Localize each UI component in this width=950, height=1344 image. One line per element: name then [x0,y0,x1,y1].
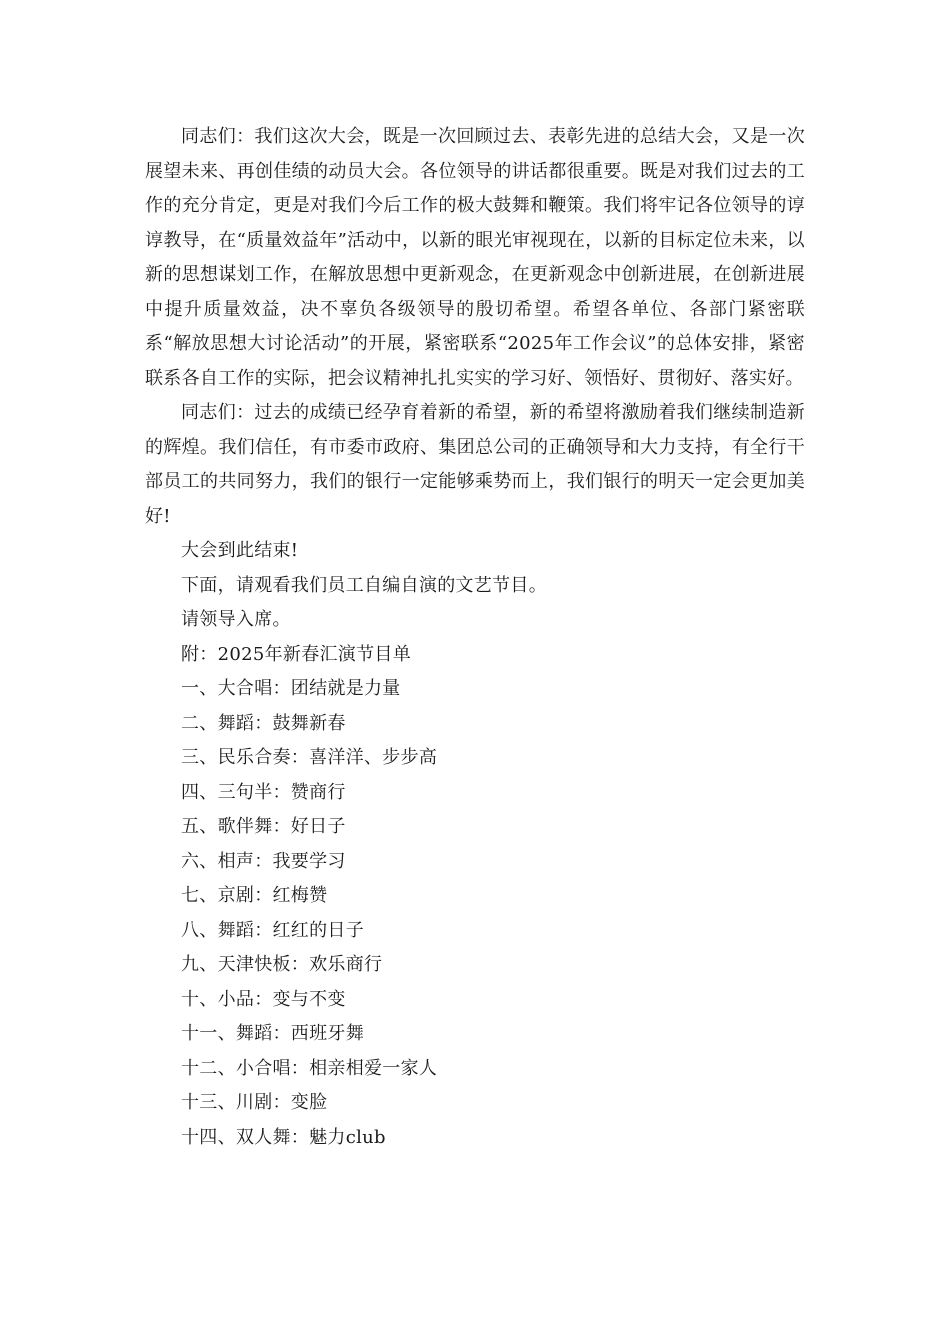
closing-line: 下面，请观看我们员工自编自演的文艺节目。 [181,574,547,596]
closing-line: 请领导入席。 [181,609,291,630]
paragraph-speech: 同志们：我们这次大会，既是一次回顾过去、表彰先进的总结大会，又是一次展望未来、再创佳绩的动员大会。各位领导的讲话都很重要。既是对我们过去的工作的充分肯定，更是对我们今后工作的极大鼓舞和鞭策。我们将牢记各位领导的谆谆教导，在“质量效益年”活动中，以新的眼光审视现在，以新的目标定位未来，以新的思想谋划工作，在解放思想中更新观念，在更新观念中创新进展，在创新进展中提升质量效益，决不辜负各级领导的殷切希望。希望各单位、各部门紧密联系“解放思想大讨论活动”的开展，紧密联系“2025年工作会议”的总体安排，紧密联系各自工作的实际，把会议精神扎扎实实的学习好、领悟好、贯彻好、落实好。 [145,126,805,389]
program-item: 四、三句半：赞商行 [181,781,346,803]
program-item: 二、舞蹈：鼓舞新春 [181,712,346,734]
program-item: 五、歌伴舞：好日子 [181,816,346,837]
program-item: 十一、舞蹈：西班牙舞 [181,1023,364,1044]
program-item: 十三、川剧：变脸 [181,1092,328,1113]
program-item: 十、小品：变与不变 [181,988,346,1010]
program-item: 三、民乐合奏：喜洋洋、步步高 [181,747,438,768]
program-item: 一、大合唱：团结就是力量 [181,678,401,699]
program-item: 六、相声：我要学习 [181,850,346,872]
closing-line: 大会到此结束! [181,540,299,561]
document-body [145,120,805,1155]
paragraph-conclusion: 同志们：过去的成绩已经孕育着新的希望，新的希望将激励着我们继续制造新的辉煌。我们信任，有市委市政府、集团总公司的正确领导和大力支持，有全行干部员工的共同努力，我们的银行一定能够乘势而上，我们银行的明天一定会更加美好! [145,402,805,527]
program-item: 十四、双人舞：魅力club [181,1126,386,1148]
program-title: 附：2025年新春汇演节目单 [181,643,412,665]
program-item: 九、天津快板：欢乐商行 [181,954,383,975]
program-item: 七、京剧：红梅赞 [181,885,328,906]
program-item: 八、舞蹈：红红的日子 [181,919,364,941]
program-item: 十二、小合唱：相亲相爱一家人 [181,1057,438,1079]
